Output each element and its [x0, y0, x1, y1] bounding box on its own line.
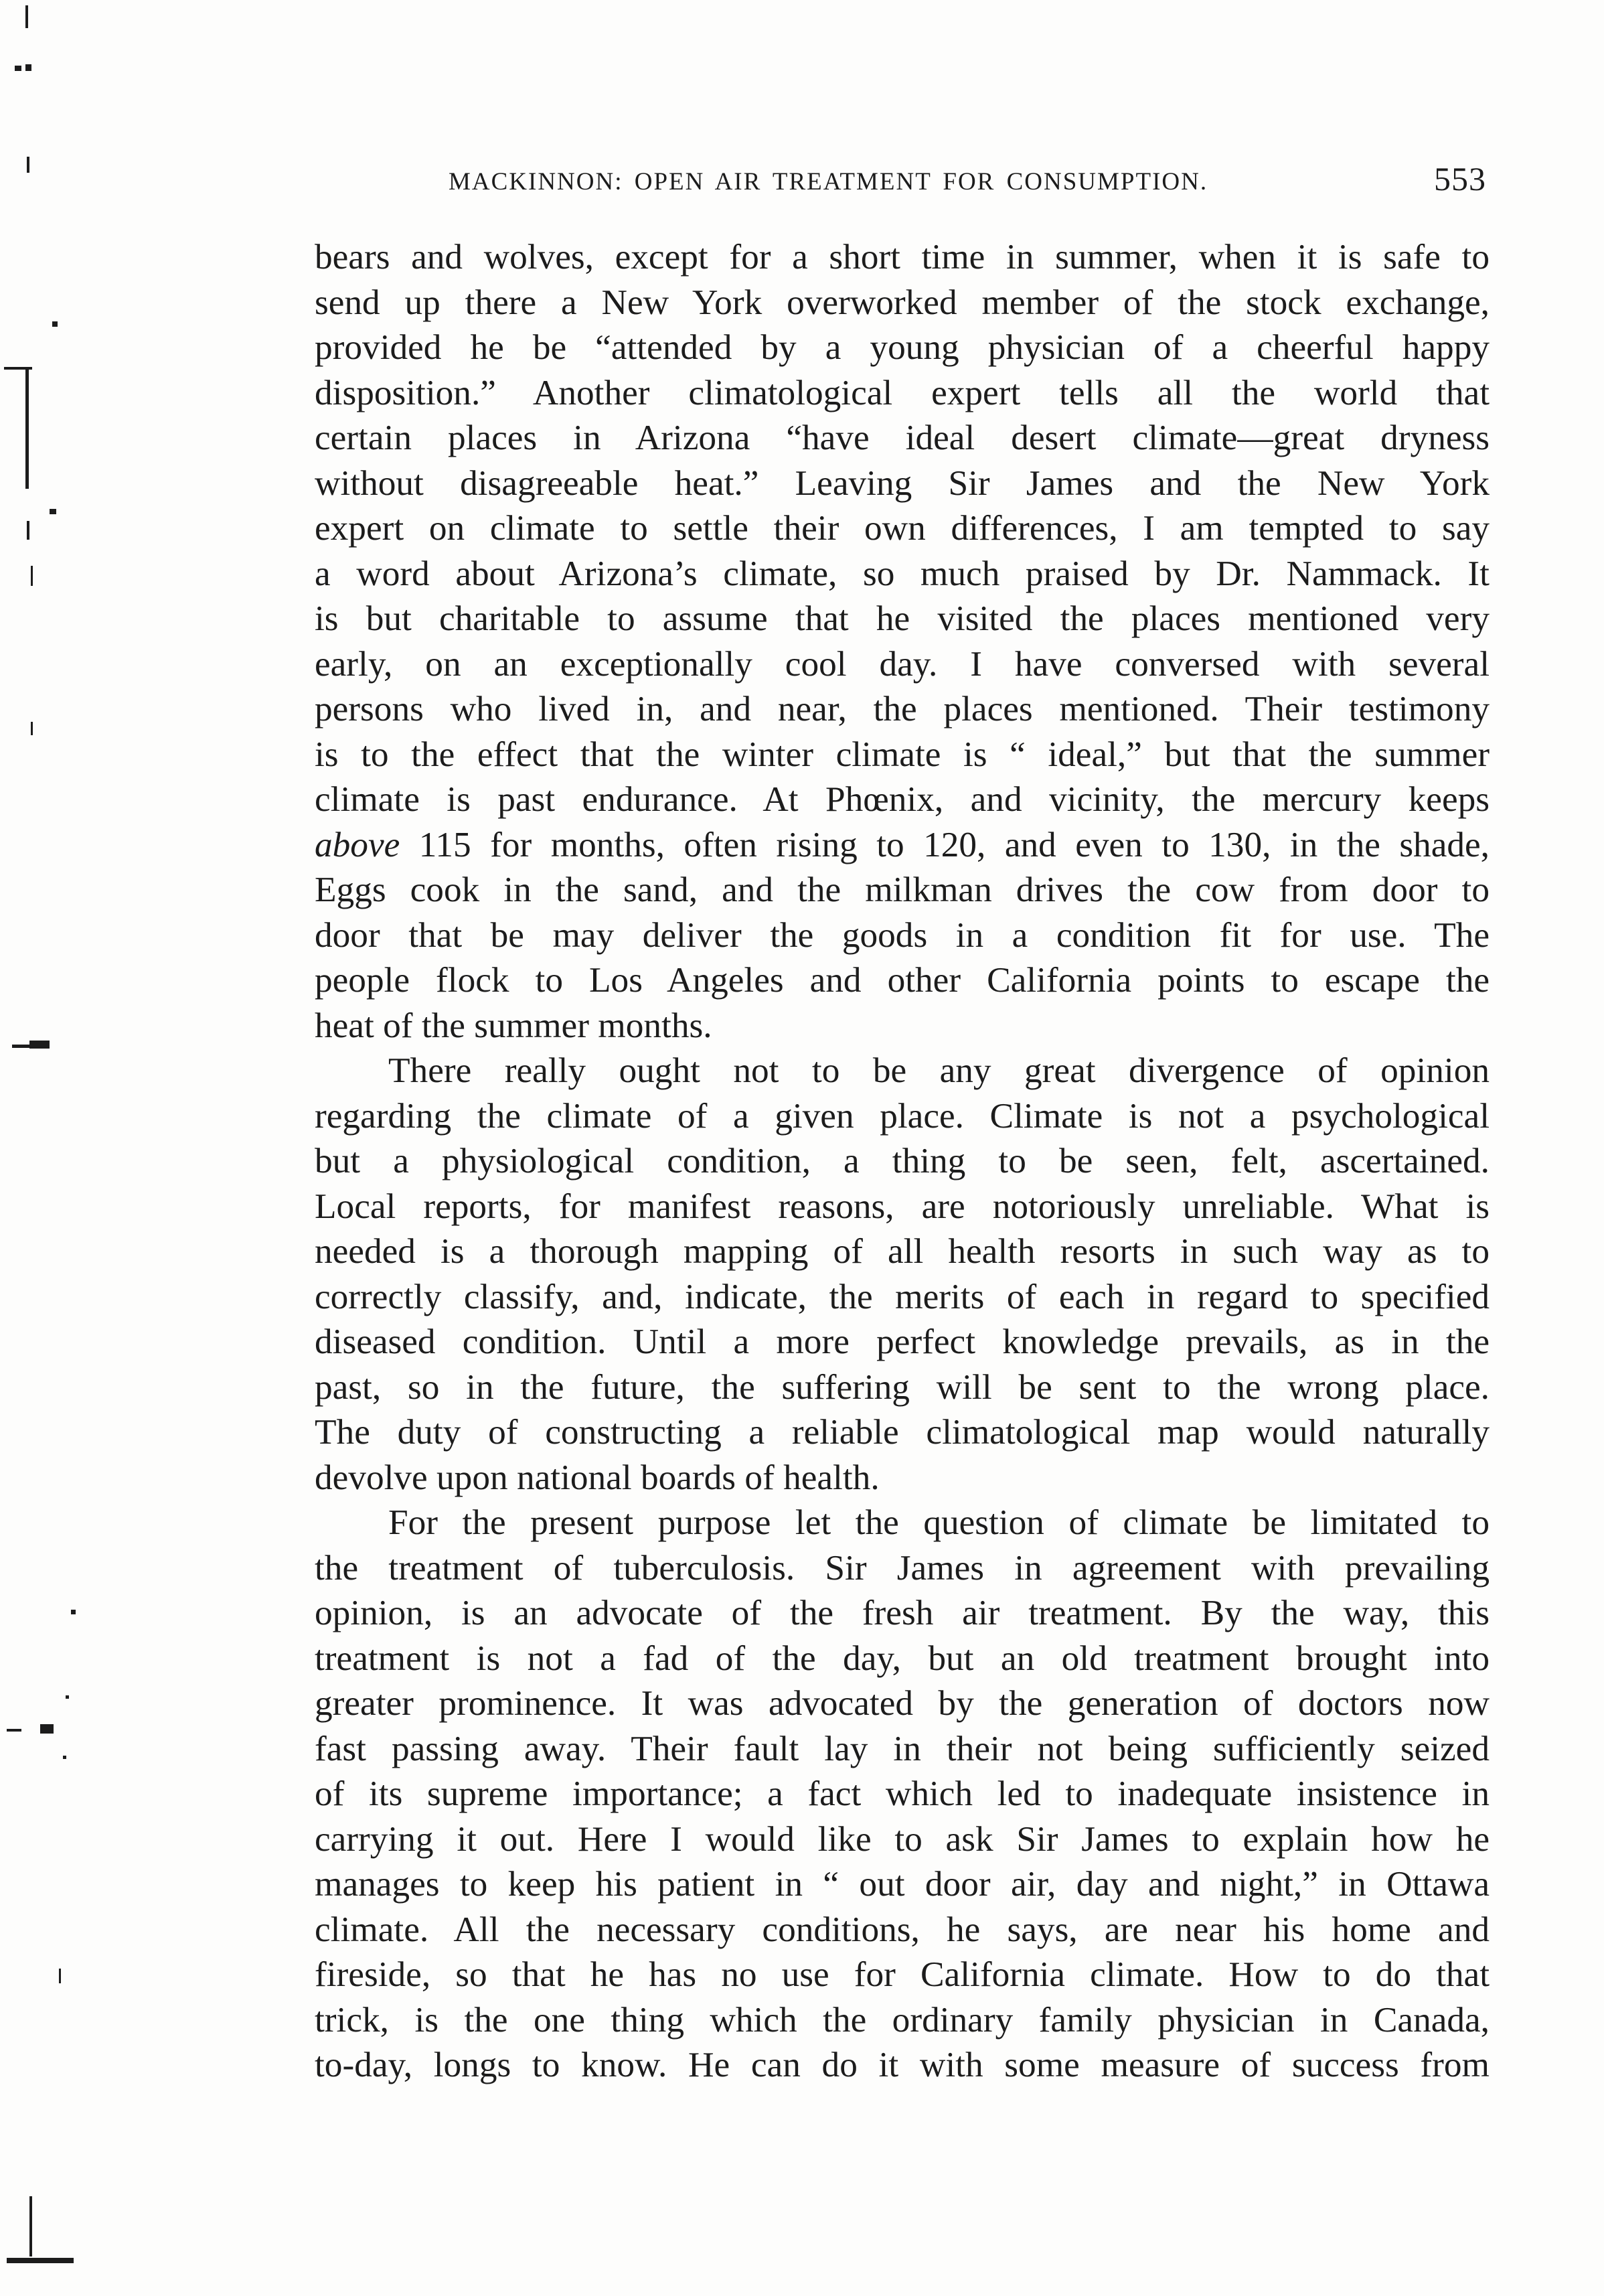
italic-text: above	[315, 824, 400, 864]
text-line: but a physiological condition, a thing to be seen, felt, ascertained.	[315, 1141, 1490, 1180]
margin-mark	[15, 66, 21, 71]
text-line: send up there a New York overworked member of the stock exchange,	[315, 282, 1490, 322]
text-line: persons who lived in, and near, the places mentioned. Their testimony	[315, 689, 1490, 729]
text-line: to-day, longs to know. He can do it with some measure of success from	[315, 2045, 1490, 2084]
text-line: climate. All the necessary conditions, he says, are near his home and	[315, 1909, 1490, 1949]
text-line: disposition.” Another climatological expert tells all the world that	[315, 372, 1490, 412]
text-line: regarding the climate of a given place. Climate is not a psychological	[315, 1095, 1490, 1136]
text-line: is to the effect that the winter climate is “ ideal,” but that the summer	[315, 734, 1490, 774]
margin-mark	[52, 321, 58, 327]
body-text	[315, 234, 1490, 2088]
margin-mark	[31, 566, 33, 586]
paragraph	[315, 234, 1490, 1048]
margin-mark	[27, 521, 29, 540]
text-line: the treatment of tuberculosis. Sir James in agreement with prevailing	[315, 1547, 1490, 1588]
margin-mark	[12, 1045, 31, 1048]
margin-mark	[31, 722, 33, 735]
text-line: past, so in the future, the suffering will be sent to the wrong place.	[315, 1367, 1490, 1407]
margin-mark	[59, 1969, 61, 1983]
text-line: of its supreme importance; a fact which led to inadequate insistence in	[315, 1774, 1490, 1813]
margin-mark	[66, 1695, 69, 1699]
margin-mark	[7, 2258, 74, 2263]
paragraph	[315, 1048, 1490, 1500]
text-line: carrying it out. Here I would like to ask Sir James to explain how he	[315, 1819, 1490, 1859]
text-line: fast passing away. Their fault lay in their not being sufficiently seized	[315, 1728, 1490, 1768]
text-line: Eggs cook in the sand, and the milkman drives the cow from door to	[315, 870, 1490, 909]
margin-mark	[25, 5, 28, 28]
text-line: is but charitable to assume that he visited the places mentioned very	[315, 599, 1490, 638]
margin-mark	[50, 509, 56, 514]
text-line: early, on an exceptionally cool day. I have conversed with several	[315, 643, 1490, 684]
margin-mark	[40, 1724, 54, 1734]
margin-mark	[25, 368, 29, 489]
text-line: heat of the summer months.	[315, 1005, 712, 1045]
page-number: 553	[1434, 160, 1486, 198]
text-line: expert on climate to settle their own differences, I am tempted to say	[315, 508, 1490, 548]
text-line: greater prominence. It was advocated by the generation of doctors now	[315, 1683, 1490, 1723]
running-head	[449, 155, 1486, 209]
margin-mark	[25, 64, 31, 71]
text-line: certain places in Arizona “have ideal desert climate—great dryness	[315, 418, 1490, 457]
margin-mark	[7, 1729, 21, 1732]
margin-mark	[63, 1756, 66, 1759]
text-line: treatment is not a fad of the day, but an old treatment brought into	[315, 1638, 1490, 1678]
margin-mark	[71, 1610, 76, 1614]
text-line: needed is a thorough mapping of all health resorts in such way as to	[315, 1231, 1490, 1271]
text-line: manages to keep his patient in “ out door air, day and night,” in Ottawa	[315, 1864, 1490, 1904]
text-line: people flock to Los Angeles and other California points to escape the	[315, 960, 1490, 1000]
text-line: For the present purpose let the question of climate be limitated to	[388, 1503, 1490, 1542]
text-line: diseased condition. Until a more perfect knowledge prevails, as in the	[315, 1322, 1490, 1361]
text-line: a word about Arizona’s climate, so much praised by Dr. Nammack. It	[315, 553, 1490, 593]
running-head-title: MACKINNON: OPEN AIR TREATMENT FOR CONSUMPTION.	[449, 168, 1208, 196]
text-line: devolve upon national boards of health.	[315, 1457, 880, 1497]
text-line: The duty of constructing a reliable climatological map would naturally	[315, 1412, 1490, 1452]
margin-mark	[27, 157, 29, 173]
margin-mark	[29, 1041, 50, 1049]
text-line: opinion, is an advocate of the fresh air treatment. By the way, this	[315, 1593, 1490, 1632]
margin-mark	[29, 2196, 32, 2256]
text-line: without disagreeable heat.” Leaving Sir James and the New York	[315, 463, 1490, 503]
text-line: fireside, so that he has no use for California climate. How to do that	[315, 1955, 1490, 1994]
text-line: above 115 for months, often rising to 120, and even to 130, in the shade,	[315, 824, 1490, 864]
text-line: Local reports, for manifest reasons, are notoriously unreliable. What is	[315, 1186, 1490, 1226]
text-line: correctly classify, and, indicate, the merits of each in regard to specified	[315, 1276, 1490, 1316]
text-line: trick, is the one thing which the ordinary family physician in Canada,	[315, 1999, 1490, 2040]
text-line: provided he be “attended by a young physician of a cheerful happy	[315, 327, 1490, 367]
text-line: There really ought not to be any great divergence of opinion	[388, 1051, 1490, 1090]
paragraph	[315, 1500, 1490, 2088]
text-line: bears and wolves, except for a short time in summer, when it is safe to	[315, 237, 1490, 277]
text-line: door that be may deliver the goods in a condition fit for use. The	[315, 915, 1490, 955]
text-line: climate is past endurance. At Phœnix, and vicinity, the mercury keeps	[315, 779, 1490, 819]
